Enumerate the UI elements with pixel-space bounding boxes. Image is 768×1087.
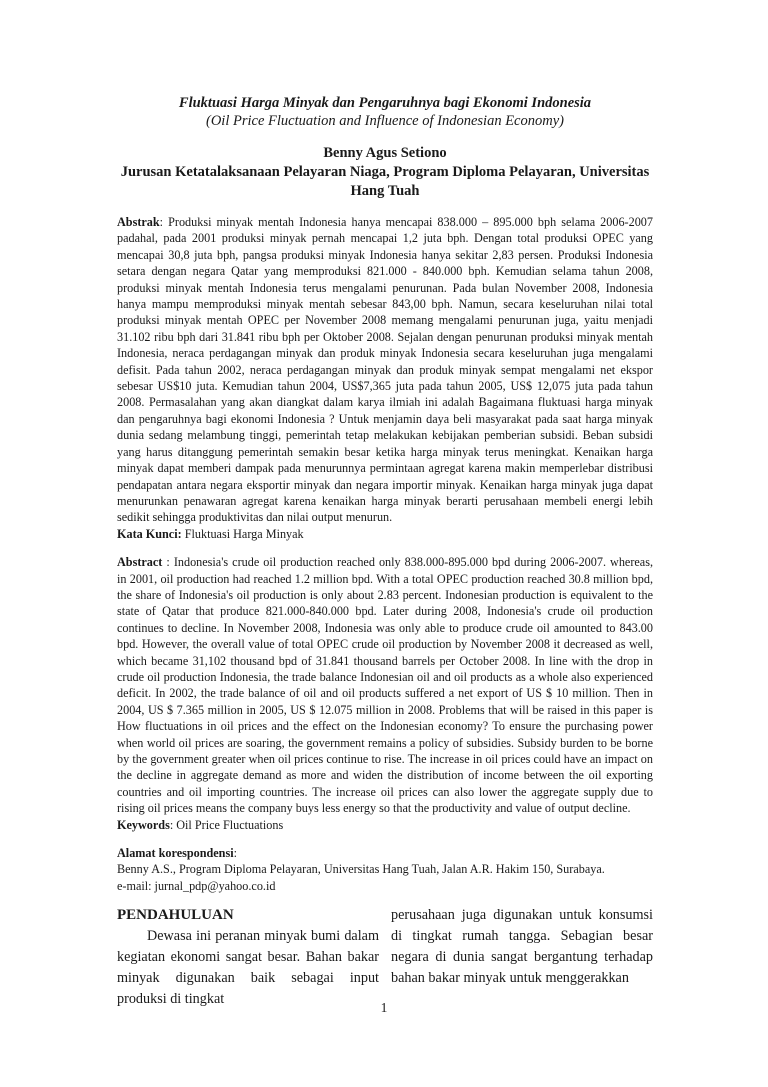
- paper-subtitle: (Oil Price Fluctuation and Influence of Indonesian Economy): [206, 113, 564, 129]
- correspondence-label-line: [117, 845, 653, 861]
- section-heading: PENDAHULUAN: [117, 907, 234, 924]
- right-column: [391, 905, 653, 1010]
- kata-kunci-value: Fluktuasi Harga Minyak: [184, 526, 304, 541]
- left-column: [117, 905, 379, 1010]
- right-column-text: perusahaan juga digunakan untuk konsumsi di tingkat rumah tangga. Sebagian besar negara di dunia sangat bergantung terhadap bahan bakar minyak untuk menggerakkan: [391, 907, 653, 987]
- author-name: Benny Agus Setiono: [323, 145, 447, 161]
- paper-title: Fluktuasi Harga Minyak dan Pengaruhnya bagi Ekonomi Indonesia: [178, 95, 592, 111]
- correspondence-email: e-mail: jurnal_pdp@yahoo.co.id: [117, 878, 276, 893]
- abstrak-text: : Produksi minyak mentah Indonesia hanya mencapai 838.000 – 895.000 bph selama 2006-2007 padahal, pada 2001 produksi minyak pernah mencapai 1,2 juta bph. Dengan total produksi OPEC yang mencapai 30,8 juta bph, pangsa produksi minyak Indonesia hanya sekitar 2,83 persen. Produksi Indonesia setara dengan negara Qatar yang memproduksi 821.000 - 840.000 bph. Kemudian selama tahun 2008, produksi minyak mentah Indonesia terus mengalami penurunan. Pada bulan November 2008, Indonesia hanya mampu memproduksi minyak mentah sebesar 843,00 bph. Namun, secara keseluruhan nilai total produksi minyak mentah OPEC per November 2008 memang mengalami penurunan juga, yaitu menjadi 31.102 ribu bph dari 31.841 ribu bph per Oktober 2008. Sejalan dengan penurunan produksi minyak mentah Indonesia, neraca perdagangan minyak dan produk minyak Indonesia secara keseluruhan juga mengalami defisit. Pada tahun 2002, neraca perdagangan minyak dan produk minyak sempat mengalami net ekspor sebesar US$10 juta. Kemudian tahun 2004, US$7,365 juta pada tahun 2005, US$ 12,075 juta pada tahun 2008. Permasalahan yang akan diangkat dalam karya ilmiah ini adalah Bagaimana fluktuasi harga minyak dan pengaruhnya bagi ekonomi Indonesia ? Untuk menjamin daya beli masyarakat pada saat harga minyak dunia sedang melambung tinggi, pemerintah tetap melakukan kebijakan pemberian subsidi. Beban subsidi yang harus ditanggung pemerintah semakin besar ketika harga minyak terus meningkat. Kenaikan harga minyak dapat memberi dampak pada menurunnya permintaan agregat karena makin memperlebar distribusi pendapatan antara negara eksportir minyak dan negara importir minyak. Kenaikan harga minyak juga dapat menurunkan penawaran agregat karena kenaikan harga minyak berarti perusahaan membeli energi lebih sedikit sehingga produktivitas dan nilai output menurun.: [117, 215, 653, 525]
- abstract-text: : Indonesia's crude oil production reached only 838.000-895.000 bpd during 2006-2007. whereas, in 2001, oil production had reached 1.2 million bpd. With a total OPEC production reached 30.8 million bpd, the share of Indonesia's oil production is only about 2.83 percent. Indonesian production is equivalent to the state of Qatar that produce 821.000-840.000 bpd. Later during 2008, Indonesia's crude oil production continues to decline. In November 2008, Indonesia was only able to produce crude oil amounted to 843.00 bpd. However, the overall value of total OPEC crude oil production by November 2008 it decreased as well, which became 31,102 thousand bpd of 31.841 thousand barrels per October 2008. In line with the drop in crude oil production Indonesia, the trade balance Indonesian oil and oil products as a whole also experienced deficit. In 2002, the trade balance of oil and oil products suffered a net export of US $ 10 million. Then in 2004, US $ 7.365 million in 2005, US $ 12.075 million in 2008. Problems that will be raised in this paper is How fluctuations in oil prices and the effect on the Indonesian economy? To ensure the purchasing power when world oil prices are soaring, the government remains a policy of subsidies. Subsidy burden to be borne by the government greater when oil prices continue to rise. The increase in oil prices could have an impact on the decline in aggregate demand as more and widen the distribution of income between the oil exporting countries and oil importing countries. The increase oil prices can also lower the aggregate supply due to rising oil prices means the company buys less energy so that the productivity and value of output decline.: [117, 555, 654, 816]
- author-affiliation: Jurusan Ketatalaksanaan Pelayaran Niaga, Program Diploma Pelayaran, Universitas Hang Tuah: [120, 164, 650, 199]
- keywords-value: : Oil Price Fluctuations: [169, 817, 284, 832]
- abstrak-label: Abstrak: [117, 215, 160, 229]
- abstrak-paragraph: [117, 214, 653, 526]
- keywords-label: Keywords: [117, 817, 170, 832]
- keywords: [117, 817, 653, 833]
- paper-page: [117, 94, 653, 1010]
- correspondence-label: Alamat korespondensi: [117, 846, 234, 861]
- left-column-text: Dewasa ini peranan minyak bumi dalam kegiatan ekonomi sangat besar. Bahan bakar minyak digunakan baik sebagai input produksi di tingkat: [117, 928, 379, 1008]
- abstract-paragraph: [117, 554, 653, 817]
- correspondence-colon: :: [233, 846, 237, 861]
- abstract-label: Abstract: [117, 555, 163, 570]
- body-columns: [117, 905, 653, 1010]
- kata-kunci: [117, 526, 653, 542]
- kata-kunci-label: Kata Kunci:: [117, 526, 182, 541]
- page-number: 1: [380, 1000, 388, 1015]
- correspondence-address: Benny A.S., Program Diploma Pelayaran, Universitas Hang Tuah, Jalan A.R. Hakim 150, Surabaya.: [117, 862, 605, 877]
